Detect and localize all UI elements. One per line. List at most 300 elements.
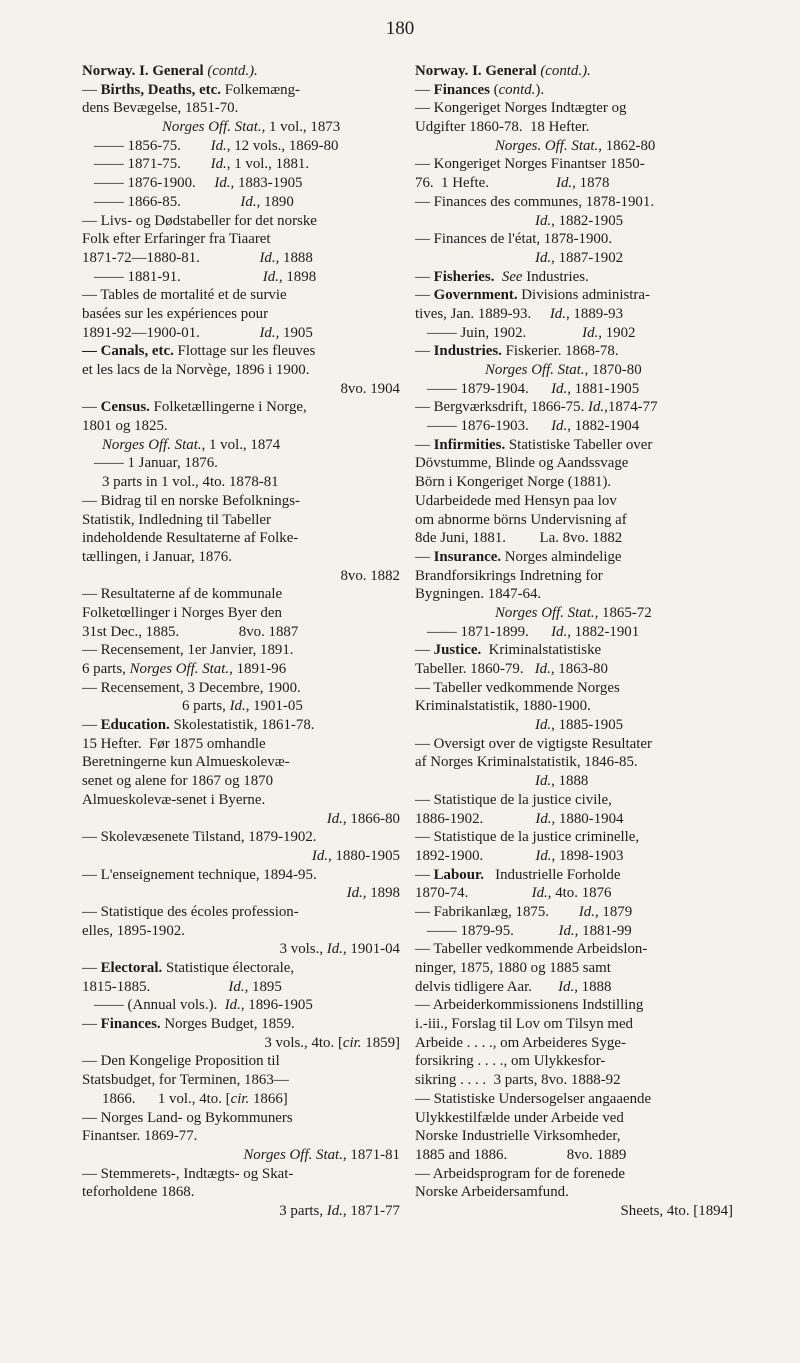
text-line xyxy=(415,1071,733,1090)
text-span: , 1895 xyxy=(244,978,282,995)
entry-heading: Labour. xyxy=(433,866,484,883)
text-line xyxy=(82,118,400,137)
text-line xyxy=(415,585,733,604)
text-line xyxy=(82,436,400,455)
text-span: Id. xyxy=(326,810,343,827)
entry-heading: Finances xyxy=(433,81,490,98)
text-span: —— 1 Januar, 1876. xyxy=(94,455,218,472)
text-span: Bygningen. 1847-64. xyxy=(415,586,542,603)
text-line xyxy=(82,604,400,623)
text-span: Industrielle Forholde xyxy=(483,866,621,883)
text-span: — xyxy=(82,81,101,98)
text-span: Id. xyxy=(535,717,552,734)
text-span: Id. xyxy=(240,193,257,210)
entry-heading: Finances. xyxy=(100,1016,161,1033)
text-span: — Livs- og Dødstabeller for det norske xyxy=(82,212,317,229)
text-span: dens Bevægelse, 1851-70. xyxy=(82,100,239,117)
text-span: Id. xyxy=(531,885,548,902)
text-span: 1801 og 1825. xyxy=(82,418,168,435)
text-span: Finantser. 1869-77. xyxy=(82,1128,198,1145)
text-span: Id. xyxy=(262,268,279,285)
text-span: om abnorme börns Undervisning af xyxy=(415,511,627,528)
right-column xyxy=(415,62,733,1221)
text-span: —— 1866-85. xyxy=(94,193,241,210)
entry-heading: Infirmities. xyxy=(433,436,506,453)
text-line xyxy=(82,1127,400,1146)
text-span: elles, 1895-1902. xyxy=(82,922,185,939)
text-span: Sheets, 4to. [1894] xyxy=(620,1202,733,1219)
text-line xyxy=(82,716,400,735)
text-line xyxy=(82,772,400,791)
text-span: — xyxy=(415,343,434,360)
text-span: 1886-1902. xyxy=(415,810,536,827)
text-span: 1866] xyxy=(249,1090,288,1107)
text-span: , 1889-93 xyxy=(565,305,624,322)
text-line xyxy=(415,174,733,193)
text-line xyxy=(82,380,400,399)
text-span: Id. xyxy=(578,903,595,920)
text-line xyxy=(82,697,400,716)
text-span: Norges almindelige xyxy=(501,548,622,565)
text-span: , 1888 xyxy=(275,249,313,266)
text-line xyxy=(415,529,733,548)
text-span: — Tables de mortalité et de survie xyxy=(82,287,287,304)
text-span: Id. xyxy=(534,661,551,677)
text-line xyxy=(82,324,400,343)
text-span: Dövstumme, Blinde og Aandssvage xyxy=(415,455,629,472)
text-line xyxy=(82,62,400,81)
text-span: —— Juin, 1902. xyxy=(427,324,583,341)
text-span: 6 parts, xyxy=(182,698,230,715)
text-span: , 12 vols., 1869-80 xyxy=(226,137,339,154)
text-span: , 1881-1905 xyxy=(567,380,640,397)
text-span: , 1879 xyxy=(594,903,633,920)
text-span: , 1 vol., 1881. xyxy=(226,156,310,173)
text-span: senet og alene for 1867 og 1870 xyxy=(82,773,274,790)
text-span: — Bergværksdrift, 1866-75. xyxy=(415,399,589,416)
text-span: Börn i Kongeriget Norge (1881). xyxy=(415,474,612,491)
text-line xyxy=(82,1015,400,1034)
text-span: tællingen, i Januar, 1876. xyxy=(82,548,232,565)
text-span: (contd.). xyxy=(207,63,258,79)
text-line xyxy=(82,828,400,847)
text-line xyxy=(415,212,733,231)
text-span: , 1887-1902 xyxy=(551,249,624,266)
text-line xyxy=(415,735,733,754)
text-span: Folk efter Erfaringer fra Tiaaret xyxy=(82,231,271,248)
text-span: Almueskolevæ-senet i Byerne. xyxy=(82,791,266,808)
text-span: Norges Off. Stat. xyxy=(129,661,230,677)
text-line xyxy=(415,959,733,978)
text-span: , 1888 xyxy=(551,773,589,790)
text-line xyxy=(415,1183,733,1202)
text-span: — xyxy=(415,287,434,304)
text-line xyxy=(415,380,733,399)
text-span: 76. 1 Hefte. xyxy=(415,175,557,192)
text-span: Id. xyxy=(556,175,573,192)
text-line xyxy=(82,361,400,380)
entry-heading: Census. xyxy=(100,399,150,416)
text-span: Id. xyxy=(582,324,599,341)
text-line xyxy=(415,548,733,567)
text-span: Id. xyxy=(588,399,605,416)
text-span: , 1865-72 xyxy=(594,604,652,621)
text-line xyxy=(415,230,733,249)
text-span: — L'enseignement technique, 1894-95. xyxy=(82,866,317,883)
text-line xyxy=(415,436,733,455)
text-line xyxy=(415,1202,733,1221)
text-line xyxy=(415,99,733,118)
text-line xyxy=(415,342,733,361)
text-span: — xyxy=(82,399,101,416)
text-span: Id. xyxy=(210,156,227,173)
text-span: , 1882-1905 xyxy=(551,212,624,229)
text-line xyxy=(82,660,400,679)
text-line xyxy=(82,1071,400,1090)
text-span: — Stemmerets-, Indtægts- og Skat- xyxy=(82,1165,294,1182)
text-span: 1885 and 1886. 8vo. 1889 xyxy=(415,1146,627,1163)
text-span: Norges Budget, 1859. xyxy=(160,1016,295,1033)
text-span: 15 Hefter. Før 1875 omhandle xyxy=(82,735,266,752)
text-span: 1871-72—1880-81. xyxy=(82,249,260,266)
text-span: — Bidrag til en norske Befolknings- xyxy=(82,492,300,509)
text-span: — Oversigt over de vigtigste Resultater xyxy=(415,735,652,752)
text-line xyxy=(82,996,400,1015)
text-line xyxy=(415,81,733,100)
text-span: —— (Annual vols.). xyxy=(94,997,225,1014)
text-line xyxy=(82,155,400,174)
text-line xyxy=(415,1127,733,1146)
text-span: Udgifter 1860-78. 18 Hefter. xyxy=(415,119,590,136)
text-line xyxy=(415,324,733,343)
text-span: , 1880-1904 xyxy=(551,810,624,827)
text-span: Id. xyxy=(259,249,276,266)
text-span: forsikring . . . ., om Ulykkesfor- xyxy=(415,1053,606,1070)
entry-heading: Justice. xyxy=(433,642,482,659)
text-span: — xyxy=(82,1016,101,1033)
text-line xyxy=(415,697,733,716)
text-span: — Fabrikanlæg, 1875. xyxy=(415,903,579,920)
entry-heading: Norway. I. General xyxy=(415,63,541,79)
text-span: Id. xyxy=(535,249,552,266)
text-span: 3 vols., xyxy=(279,941,327,958)
text-span: , 1883-1905 xyxy=(230,175,303,192)
text-span: Industries. xyxy=(522,268,589,285)
text-line xyxy=(82,1109,400,1128)
text-span: Norges Off. Stat. xyxy=(495,604,595,621)
text-span: Statistiske Tabeller over xyxy=(505,436,653,453)
text-line xyxy=(82,641,400,660)
text-span: —— 1879-1904. xyxy=(427,380,552,397)
text-line xyxy=(415,137,733,156)
text-span: 3 parts, xyxy=(279,1202,327,1219)
left-column xyxy=(82,62,400,1221)
text-span: Id. xyxy=(326,1202,343,1219)
text-line xyxy=(82,268,400,287)
text-line xyxy=(82,753,400,772)
text-span: — Arbeiderkommissionens Indstilling xyxy=(415,997,644,1014)
text-line xyxy=(82,473,400,492)
text-span: Statistique électorale, xyxy=(162,960,295,976)
text-span: , 1901-04 xyxy=(342,941,400,958)
text-span: Statistik, Indledning til Tabeller xyxy=(82,511,271,528)
text-span: , 1890 xyxy=(256,193,294,210)
text-span: 1866. 1 vol., 4to. [ xyxy=(102,1090,231,1107)
text-line xyxy=(82,585,400,604)
text-line xyxy=(415,1165,733,1184)
text-span: Id. xyxy=(214,175,231,192)
text-span: 1870-74. xyxy=(415,885,532,902)
text-line xyxy=(415,361,733,380)
text-span: — xyxy=(82,717,101,734)
text-span: 1815-1885. xyxy=(82,978,229,995)
text-line xyxy=(82,903,400,922)
text-line xyxy=(82,735,400,754)
text-span: cir. xyxy=(342,1034,362,1051)
text-span: Kriminalstatistik, 1880-1900. xyxy=(415,698,591,715)
text-line xyxy=(82,454,400,473)
text-line xyxy=(415,511,733,530)
text-span: 8vo. 1882 xyxy=(340,567,400,584)
text-span: Id. xyxy=(326,941,343,958)
entry-heading: Births, Deaths, etc. xyxy=(100,81,221,98)
text-span: Norske Arbeidersamfund. xyxy=(415,1184,569,1201)
text-line xyxy=(415,623,733,642)
text-line xyxy=(415,791,733,810)
text-span: Brandforsikrings Indretning for xyxy=(415,567,603,584)
text-span: — xyxy=(415,268,434,285)
text-span: — xyxy=(415,436,434,453)
text-span: Folketællingerne i Norge, xyxy=(149,399,307,416)
text-span: — xyxy=(415,548,434,565)
text-span: Id. xyxy=(535,212,552,229)
text-span: —— 1876-1903. xyxy=(427,418,552,435)
text-span: , 1891-96 xyxy=(229,661,287,677)
text-span: 6 parts, xyxy=(82,661,130,677)
text-span: — Arbeidsprogram for de forenede xyxy=(415,1165,626,1182)
text-span: Id. xyxy=(558,922,575,939)
text-span: indeholdende Resultaterne af Folke- xyxy=(82,530,299,547)
text-line xyxy=(82,342,400,361)
entry-heading: Fisheries. xyxy=(433,268,495,285)
text-span: — Tabeller vedkommende Arbeidslon- xyxy=(415,941,648,958)
text-line xyxy=(82,511,400,530)
text-span: Id. xyxy=(311,847,329,864)
text-span: , 1871-81 xyxy=(342,1146,400,1163)
text-span: Flottage sur les fleuves xyxy=(173,343,316,360)
text-line xyxy=(415,753,733,772)
text-line xyxy=(415,866,733,885)
text-span: — Finances de l'état, 1878-1900. xyxy=(415,231,613,248)
text-line xyxy=(82,230,400,249)
text-span: Arbeide . . . ., om Arbeideres Syge- xyxy=(415,1034,626,1051)
text-line xyxy=(415,305,733,324)
text-span: Id. xyxy=(551,418,568,435)
text-span: 1891-92—1900-01. xyxy=(82,324,260,341)
text-span: i.-iii., Forslag til Lov om Tilsyn med xyxy=(415,1016,634,1033)
text-line xyxy=(82,1183,400,1202)
text-span: — Statistique de la justice criminelle, xyxy=(415,829,640,846)
entry-heading: Industries. xyxy=(433,343,502,360)
text-span: Norges Off. Stat. xyxy=(102,436,202,453)
text-span: , 1871-77 xyxy=(342,1202,400,1219)
text-line xyxy=(415,268,733,287)
text-line xyxy=(415,155,733,174)
text-line xyxy=(82,212,400,231)
text-span: Id. xyxy=(551,623,568,640)
text-span: — Resultaterne af de kommunale xyxy=(82,586,283,603)
text-line xyxy=(415,1052,733,1071)
text-span: See xyxy=(501,268,523,285)
text-line xyxy=(82,679,400,698)
text-span: Id. xyxy=(229,698,246,715)
text-span: , 1896-1905 xyxy=(240,997,313,1014)
text-line xyxy=(82,137,400,156)
text-span: — Recensement, 1er Janvier, 1891. xyxy=(82,642,294,659)
text-line xyxy=(415,679,733,698)
text-span: Id. xyxy=(535,810,552,827)
text-span: ,1874-77 xyxy=(604,399,658,416)
text-line xyxy=(415,567,733,586)
text-span: 8vo. 1904 xyxy=(340,380,400,397)
text-span: , 1898 xyxy=(362,885,400,902)
text-span: Id. xyxy=(551,380,568,397)
text-span: , 1881-99 xyxy=(574,922,632,939)
text-line xyxy=(415,772,733,791)
text-span: , 1898 xyxy=(278,268,317,285)
text-span: , 1882-1904 xyxy=(567,418,640,435)
text-span: sikring . . . . 3 parts, 8vo. 1888-92 xyxy=(415,1072,621,1089)
text-span: et les lacs de la Norvège, 1896 i 1900. xyxy=(82,362,310,378)
text-span: — Finances des communes, 1878-1901. xyxy=(415,193,655,210)
text-line xyxy=(415,922,733,941)
text-span: 31st Dec., 1885. 8vo. 1887 xyxy=(82,623,299,640)
text-span: —— 1881-91. xyxy=(94,268,263,285)
text-span: Norges Off. Stat. xyxy=(243,1146,343,1163)
entry-heading: Electoral. xyxy=(100,960,163,976)
text-line xyxy=(415,398,733,417)
text-span: — Skolevæsenete Tilstand, 1879-1902. xyxy=(82,829,317,846)
text-span: , 1902 xyxy=(598,324,636,341)
text-line xyxy=(415,847,733,866)
text-line xyxy=(82,99,400,118)
text-span: — Kongeriget Norges Finantser 1850- xyxy=(415,156,645,173)
text-span: Tabeller. 1860-79. xyxy=(415,661,535,677)
text-span: Skolestatistik, 1861-78. xyxy=(169,717,315,734)
text-line xyxy=(82,1090,400,1109)
text-line xyxy=(82,305,400,324)
page-number: 180 xyxy=(385,18,415,39)
text-span: tives, Jan. 1889-93. xyxy=(415,305,550,322)
text-span: ninger, 1875, 1880 og 1885 samt xyxy=(415,960,611,976)
text-line xyxy=(82,548,400,567)
text-span: — Tabeller vedkommende Norges xyxy=(415,679,620,696)
text-line xyxy=(415,1109,733,1128)
text-span: —— 1871-75. xyxy=(94,156,211,173)
text-span: Norske Industrielle Virksomheder, xyxy=(415,1128,621,1145)
text-line xyxy=(82,398,400,417)
text-span: , 1 vol., 1874 xyxy=(201,436,281,453)
text-span: (contd.). xyxy=(540,63,591,79)
text-span: , 1880-1905 xyxy=(328,847,400,864)
text-line xyxy=(82,492,400,511)
text-span: — xyxy=(82,960,101,976)
text-line xyxy=(415,118,733,137)
text-span: teforholdene 1868. xyxy=(82,1184,195,1201)
text-span: Ulykkestilfælde under Arbeide ved xyxy=(415,1109,624,1126)
text-line xyxy=(415,716,733,735)
text-line xyxy=(82,940,400,959)
text-span: — Statistique de la justice civile, xyxy=(415,791,612,808)
text-span: Divisions administra- xyxy=(517,287,650,304)
text-span: — Statistiske Undersogelser angaaende xyxy=(415,1090,652,1107)
text-span: Id. xyxy=(210,137,227,154)
text-span: , 1882-1901 xyxy=(567,623,640,640)
text-span: Statsbudget, for Terminen, 1863— xyxy=(82,1072,289,1089)
text-line xyxy=(415,286,733,305)
text-span: 3 parts in 1 vol., 4to. 1878-81 xyxy=(102,474,279,491)
entry-heading: Government. xyxy=(433,287,518,304)
text-span: delvis tidligere Aar. xyxy=(415,978,559,995)
text-line xyxy=(415,62,733,81)
text-span: , 1878 xyxy=(572,175,610,192)
text-line xyxy=(82,791,400,810)
text-span: , 1870-80 xyxy=(584,362,642,378)
text-line xyxy=(82,174,400,193)
text-line xyxy=(415,996,733,1015)
text-line xyxy=(82,1202,400,1221)
text-span: 1892-1900. xyxy=(415,847,536,864)
text-line xyxy=(415,417,733,436)
text-line xyxy=(415,810,733,829)
text-span: Udarbeidede med Hensyn paa lov xyxy=(415,492,617,509)
text-line xyxy=(415,903,733,922)
text-span: —— 1871-1899. xyxy=(427,623,552,640)
text-span: — Recensement, 3 Decembre, 1900. xyxy=(82,679,301,696)
text-line xyxy=(415,193,733,212)
text-span: Folkemæng- xyxy=(220,81,300,98)
text-line xyxy=(415,454,733,473)
entry-heading: — Canals, etc. xyxy=(82,343,174,360)
text-span: ( xyxy=(489,81,499,98)
text-span: —— 1876-1900. xyxy=(94,175,215,192)
text-line xyxy=(415,1146,733,1165)
text-span: , 1901-05 xyxy=(245,698,303,715)
text-span: Norges Off. Stat. xyxy=(162,119,262,136)
text-span: — xyxy=(415,81,434,98)
text-line xyxy=(82,959,400,978)
text-span: , 1862-80 xyxy=(598,137,656,154)
text-line xyxy=(82,978,400,997)
text-line xyxy=(82,1165,400,1184)
text-span: Kriminalstatistiske xyxy=(481,642,602,659)
text-span xyxy=(494,269,501,285)
text-span: 3 vols., 4to. [ xyxy=(264,1034,343,1051)
entry-heading: Insurance. xyxy=(433,548,502,565)
text-span: Id. xyxy=(549,305,566,322)
text-line xyxy=(82,567,400,586)
text-line xyxy=(82,1052,400,1071)
text-span: Id. xyxy=(535,847,552,864)
text-span: , 1866-80 xyxy=(342,810,400,827)
text-span: — Statistique des écoles profession- xyxy=(82,903,299,920)
text-span: , 1885-1905 xyxy=(551,717,624,734)
text-line xyxy=(415,249,733,268)
text-line xyxy=(415,940,733,959)
text-span: , 1898-1903 xyxy=(551,847,624,864)
text-span: , 1 vol., 1873 xyxy=(261,119,341,136)
text-line xyxy=(82,866,400,885)
